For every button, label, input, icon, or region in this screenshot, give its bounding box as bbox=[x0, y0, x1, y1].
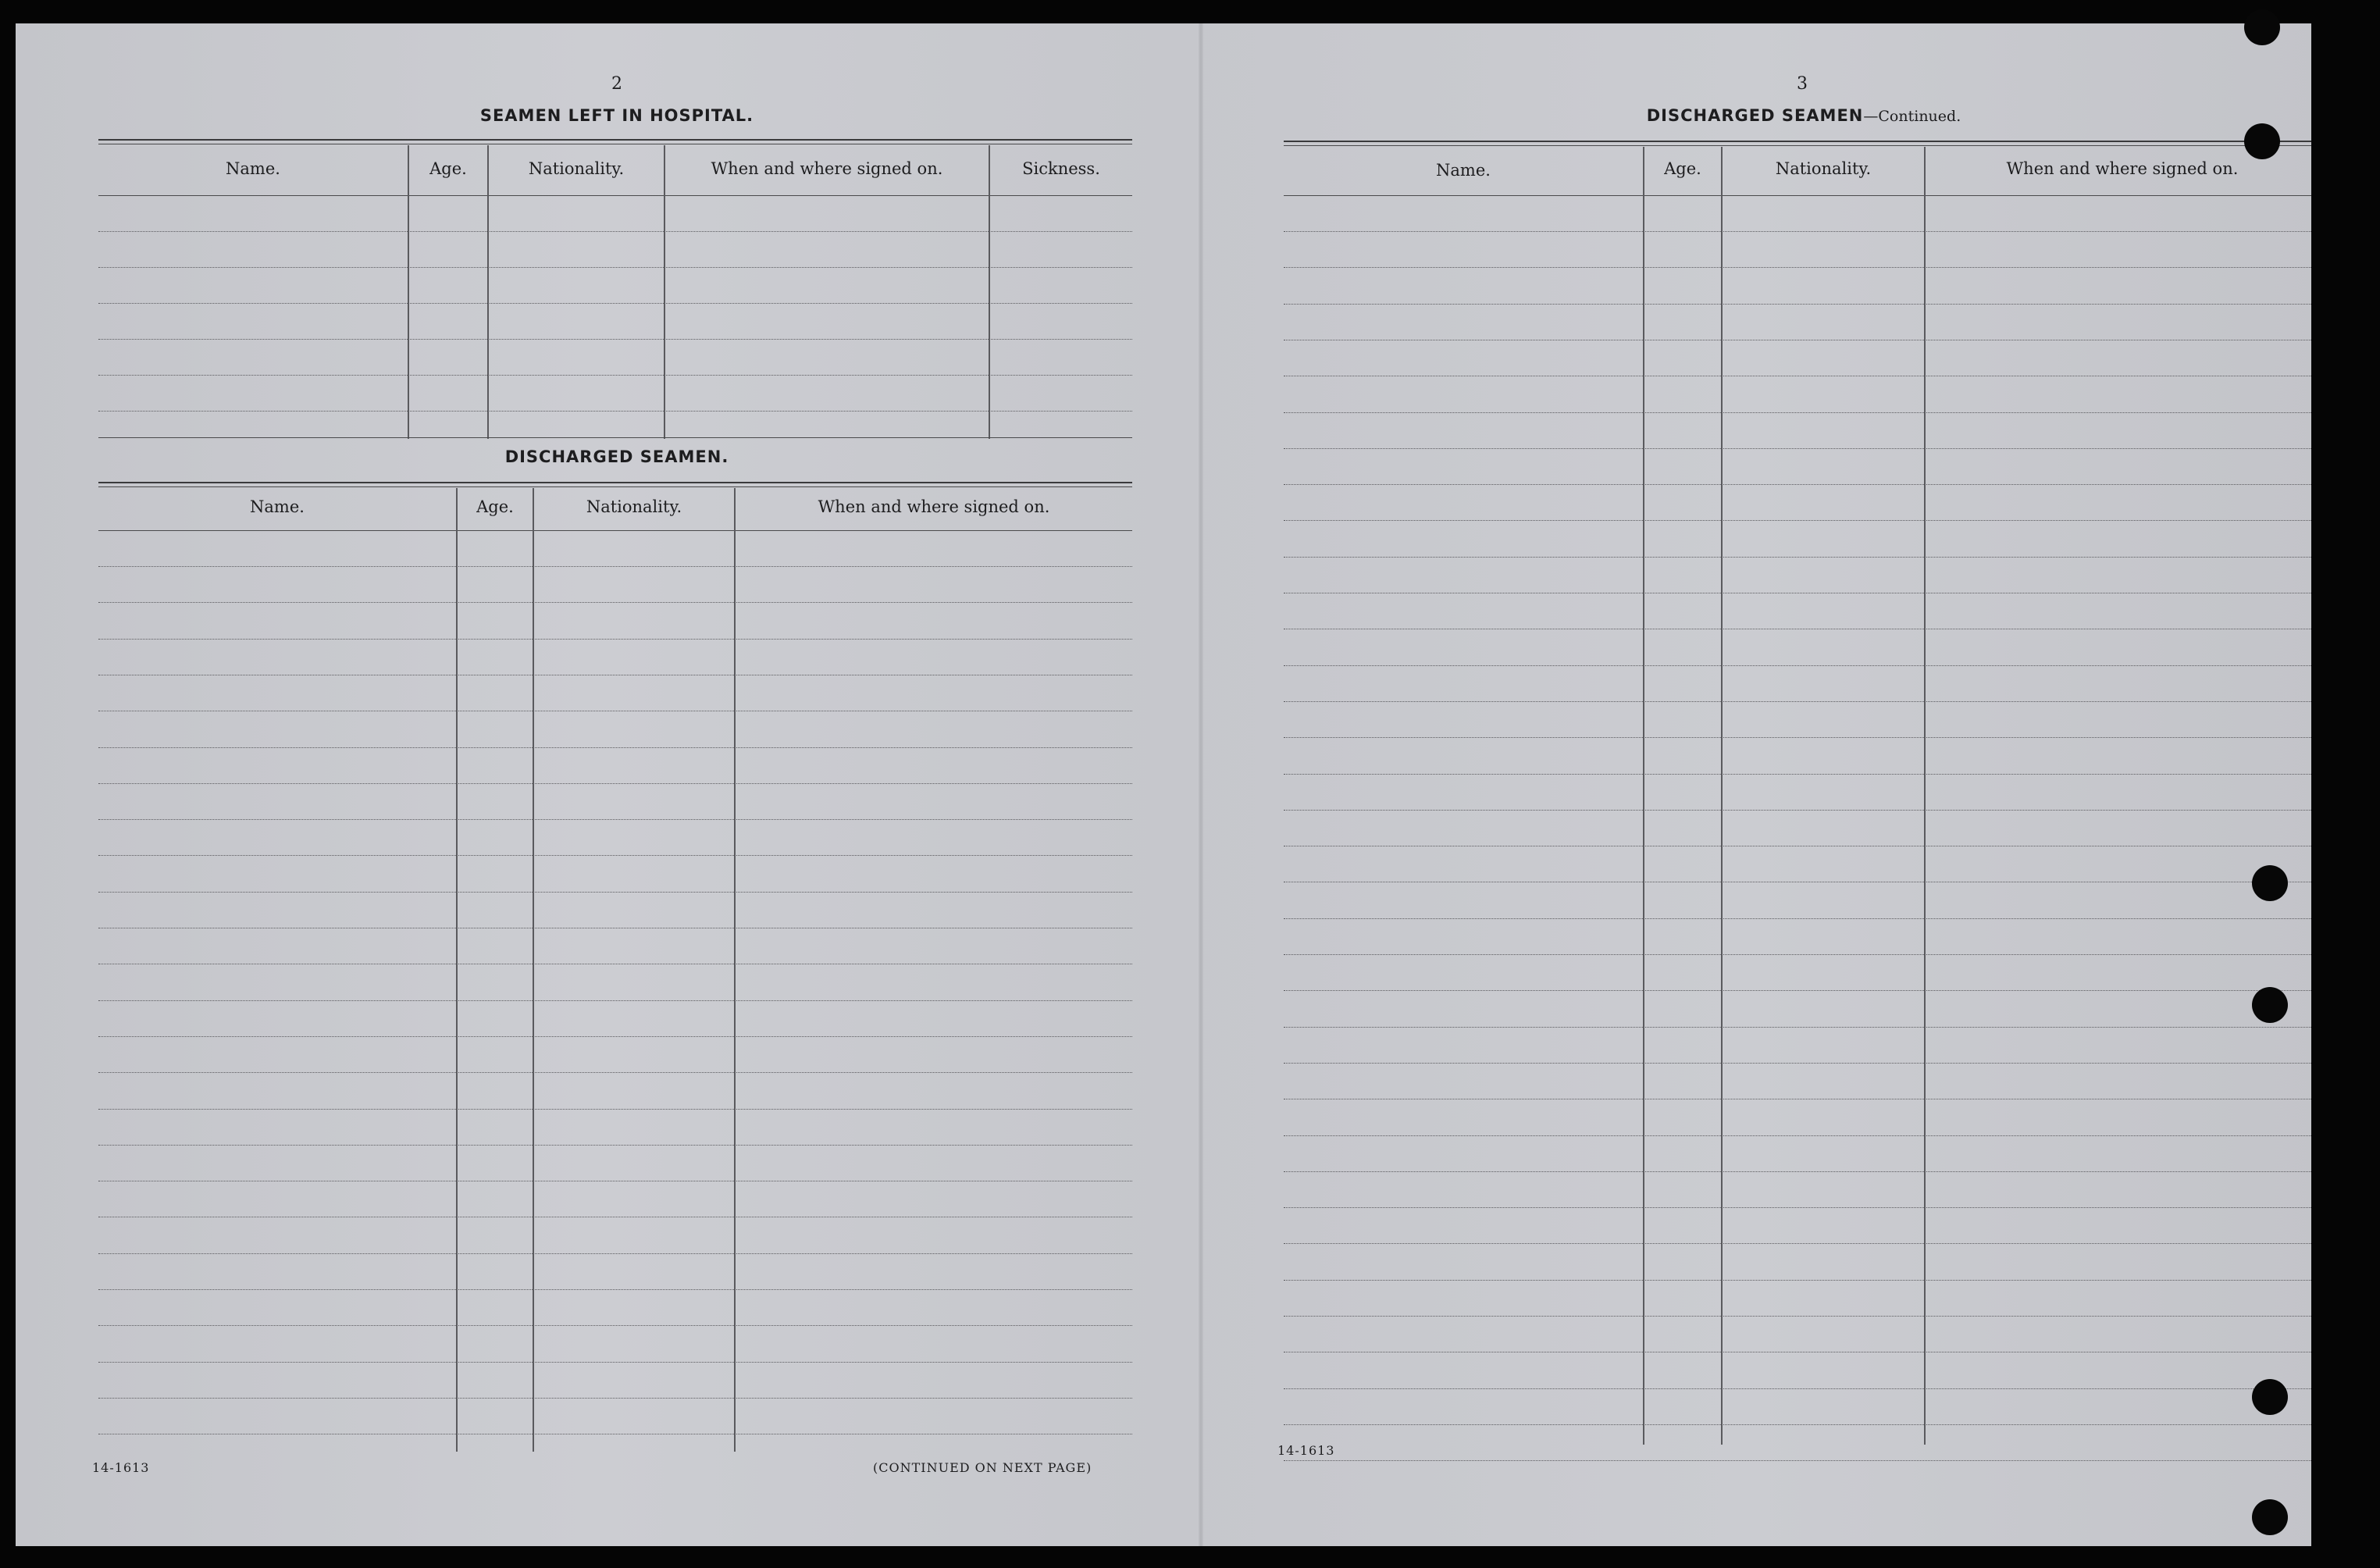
left-form-number: 14-1613 bbox=[92, 1460, 150, 1475]
hospital-table bbox=[98, 139, 1132, 439]
table-row bbox=[1284, 810, 2319, 811]
discharged-col-name: Name. bbox=[250, 497, 305, 516]
table-row bbox=[1284, 1243, 2319, 1244]
table-row bbox=[1284, 484, 2319, 485]
table-row bbox=[98, 1362, 1132, 1363]
binder-hole bbox=[2252, 987, 2288, 1023]
table-row bbox=[98, 1109, 1132, 1110]
table-row bbox=[98, 267, 1132, 268]
binder-hole bbox=[2252, 865, 2288, 901]
discharged-col-age: Age. bbox=[476, 497, 514, 516]
right-form-number: 14-1613 bbox=[1277, 1443, 1335, 1458]
discharged-table bbox=[98, 482, 1132, 1452]
table-row bbox=[1284, 918, 2319, 919]
page-fold bbox=[1199, 23, 1203, 1546]
table-row bbox=[1284, 737, 2319, 738]
left-page-number: 2 bbox=[611, 74, 622, 94]
table-row bbox=[1284, 520, 2319, 521]
table-row bbox=[1284, 1027, 2319, 1028]
hospital-col-age: Age. bbox=[429, 159, 467, 178]
table-row bbox=[98, 1072, 1132, 1073]
binder-hole bbox=[2252, 1379, 2288, 1415]
table-row bbox=[1284, 304, 2319, 305]
table-row bbox=[98, 639, 1132, 640]
cont-col-age: Age. bbox=[1664, 159, 1701, 178]
table-row bbox=[98, 1398, 1132, 1399]
table-row bbox=[98, 747, 1132, 748]
table-row bbox=[98, 819, 1132, 820]
hospital-col-nationality: Nationality. bbox=[528, 159, 625, 178]
table-row bbox=[98, 1145, 1132, 1146]
discharged-section-title: DISCHARGED SEAMEN. bbox=[504, 447, 729, 466]
table-row bbox=[1284, 412, 2319, 413]
table-row bbox=[1284, 231, 2319, 232]
right-title-main: DISCHARGED SEAMEN bbox=[1646, 106, 1864, 125]
table-row bbox=[98, 1000, 1132, 1001]
binder-hole bbox=[2244, 123, 2280, 159]
table-row bbox=[1284, 1460, 2319, 1461]
table-row bbox=[1284, 1388, 2319, 1389]
table-row bbox=[98, 1253, 1132, 1254]
hospital-section-title: SEAMEN LEFT IN HOSPITAL. bbox=[479, 106, 754, 125]
cont-col-signed-on: When and where signed on. bbox=[2006, 159, 2239, 178]
cont-col-nationality: Nationality. bbox=[1775, 159, 1872, 178]
discharged-continued-table bbox=[1284, 141, 2319, 1445]
table-row bbox=[1284, 557, 2319, 558]
table-row bbox=[98, 602, 1132, 603]
hospital-col-signed-on: When and where signed on. bbox=[711, 159, 943, 178]
table-row bbox=[98, 892, 1132, 893]
table-row bbox=[98, 375, 1132, 376]
right-section-title bbox=[1523, 106, 2085, 125]
table-row bbox=[1284, 267, 2319, 268]
table-row bbox=[1284, 1280, 2319, 1281]
right-page-number: 3 bbox=[1797, 74, 1808, 94]
table-row bbox=[1284, 448, 2319, 449]
table-row bbox=[1284, 1316, 2319, 1317]
table-row bbox=[1284, 1207, 2319, 1208]
table-row bbox=[1284, 1424, 2319, 1425]
table-row bbox=[98, 231, 1132, 232]
table-row bbox=[98, 411, 1132, 412]
table-row bbox=[1284, 701, 2319, 702]
table-row bbox=[98, 303, 1132, 304]
table-row bbox=[98, 855, 1132, 856]
binder-hole bbox=[2244, 9, 2280, 45]
table-row bbox=[98, 1289, 1132, 1290]
cont-col-name: Name. bbox=[1436, 161, 1491, 180]
right-title-suffix: —Continued. bbox=[1863, 108, 1961, 125]
torn-edge bbox=[2311, 23, 2343, 1546]
table-row bbox=[1284, 1171, 2319, 1172]
table-row bbox=[98, 1036, 1132, 1037]
hospital-col-sickness: Sickness. bbox=[1022, 159, 1100, 178]
table-row bbox=[1284, 954, 2319, 955]
binder-hole bbox=[2252, 1499, 2288, 1535]
table-row bbox=[98, 339, 1132, 340]
discharged-col-nationality: Nationality. bbox=[586, 497, 682, 516]
hospital-col-name: Name. bbox=[226, 159, 280, 178]
table-row bbox=[1284, 774, 2319, 775]
table-row bbox=[98, 783, 1132, 784]
table-row bbox=[1284, 665, 2319, 666]
continued-note: (CONTINUED ON NEXT PAGE) bbox=[873, 1460, 1092, 1475]
table-row bbox=[1284, 990, 2319, 991]
table-row bbox=[98, 1325, 1132, 1326]
table-row bbox=[1284, 1063, 2319, 1064]
table-row bbox=[1284, 1135, 2319, 1136]
table-row bbox=[98, 566, 1132, 567]
discharged-col-signed-on: When and where signed on. bbox=[818, 497, 1050, 516]
